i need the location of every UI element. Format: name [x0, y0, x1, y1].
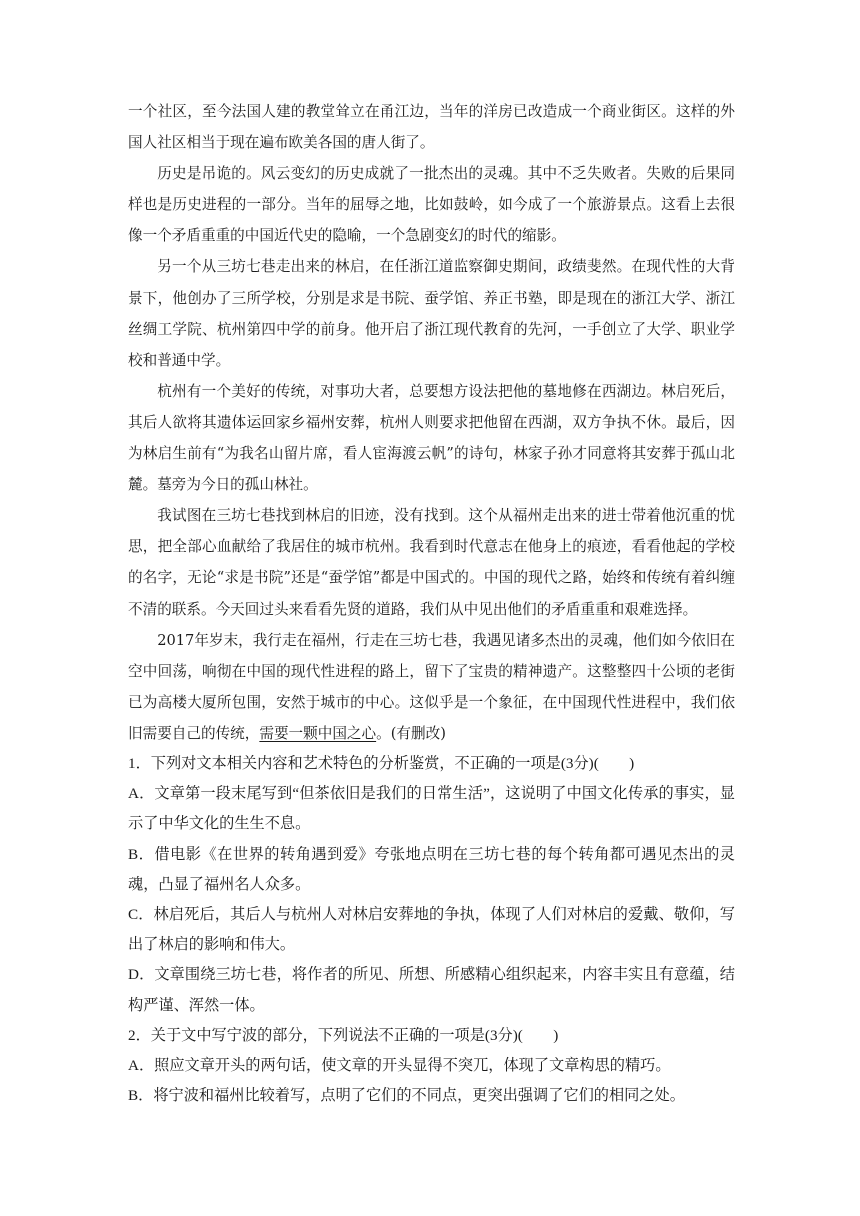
- question-2-option-b: B．将宁波和福州比较着写，点明了它们的不同点，更突出强调了它们的相同之处。: [128, 1087, 685, 1105]
- paragraph-linqi-schools: 另一个从三坊七巷走出来的林启，在任浙江道监察御史期间，政绩斐然。在现代性的大背景下，他创办了三所学校，分别是求是书院、蚕学馆、养正书塾，即是现在的浙江大学、浙江丝绸工学院、杭州第四中学的前身。他开启了浙江现代教育的先河，一手创立了大学、职业学校和普通中学。: [128, 258, 735, 369]
- question-1-option-a: A．文章第一段末尾写到“但茶依旧是我们的日常生活”，这说明了中国文化传承的事实，显示了中华文化的生生不息。: [128, 785, 735, 833]
- question-1-option-d: D．文章围绕三坊七巷，将作者的所见、所想、所感精心组织起来，内容丰实且有意蕴，结构严谨、浑然一体。: [128, 966, 735, 1014]
- document-page: [128, 96, 735, 1111]
- paragraph-hangzhou-tradition: 杭州有一个美好的传统，对事功大者，总要想方设法把他的墓地修在西湖边。林启死后，其后人欲将其遗体运回家乡福州安葬，杭州人则要求把他留在西湖，双方争执不休。最后，因为林启生前有“为我名山留片席，看人宦海渡云帆”的诗句，林家子孙才同意将其安葬于孤山北麓。墓旁为今日的孤山林社。: [128, 382, 735, 494]
- question-2-option-a: A．照应文章开头的两句话，使文章的开头显得不突兀，体现了文章构思的精巧。: [128, 1057, 671, 1074]
- paragraph-history: 历史是吊诡的。风云变幻的历史成就了一批杰出的灵魂。其中不乏失败者。失败的后果同样也是历史进程的一部分。当年的屈辱之地，比如鼓岭，如今成了一个旅游景点。这看上去很像一个矛盾重重的中国近代史的隐喻，一个急剧变幻的时代的缩影。: [128, 165, 735, 245]
- paragraph-conclusion: [128, 625, 735, 749]
- conclusion-text: 2017年岁末，我行走在福州，行走在三坊七巷，我遇见诸多杰出的灵魂，他们如今依旧在空中回荡，响彻在中国的现代性进程的路上，留下了宝贵的精神遗产。这整整四十公顷的老街已为高楼大厦所包围，安然于城市的中心。这似乎是一个象征，在中国现代性进程中，我们依旧需要自己的传统，: [128, 631, 735, 742]
- question-1-option-c: C．林启死后，其后人与杭州人对林启安葬地的争执，体现了人们对林启的爱戴、敬仰，写出了林启的影响和伟大。: [128, 905, 735, 954]
- question-2-stem: 2．关于文中写宁波的部分，下列说法不正确的一项是(3分)( ): [128, 1026, 559, 1044]
- paragraph-community: 一个社区，至今法国人建的教堂耸立在甬江边，当年的洋房已改造成一个商业街区。这样的外国人社区相当于现在遍布欧美各国的唐人街了。: [128, 103, 735, 152]
- question-1-option-b: B．借电影《在世界的转角遇到爱》夸张地点明在三坊七巷的每个转角都可遇见杰出的灵魂，凸显了福州名人众多。: [128, 845, 735, 893]
- source-note: 。(有删改): [376, 724, 446, 742]
- paragraph-linqi-traces: 我试图在三坊七巷找到林启的旧迹，没有找到。这个从福州走出来的进士带着他沉重的忧思，把全部心血献给了我居住的城市杭州。我看到时代意志在他身上的痕迹，看看他起的学校的名字，无论“求是书院”还是“蚕学馆”都是中国式的。中国的现代之路，始终和传统有着纠缠不清的联系。今天回过头来看看先贤的道路，我们从中见出他们的矛盾重重和艰难选择。: [128, 507, 735, 618]
- underlined-phrase: 需要一颗中国之心: [259, 724, 377, 742]
- question-1-stem: 1．下列对文本相关内容和艺术特色的分析鉴赏，不正确的一项是(3分)( ): [128, 754, 635, 772]
